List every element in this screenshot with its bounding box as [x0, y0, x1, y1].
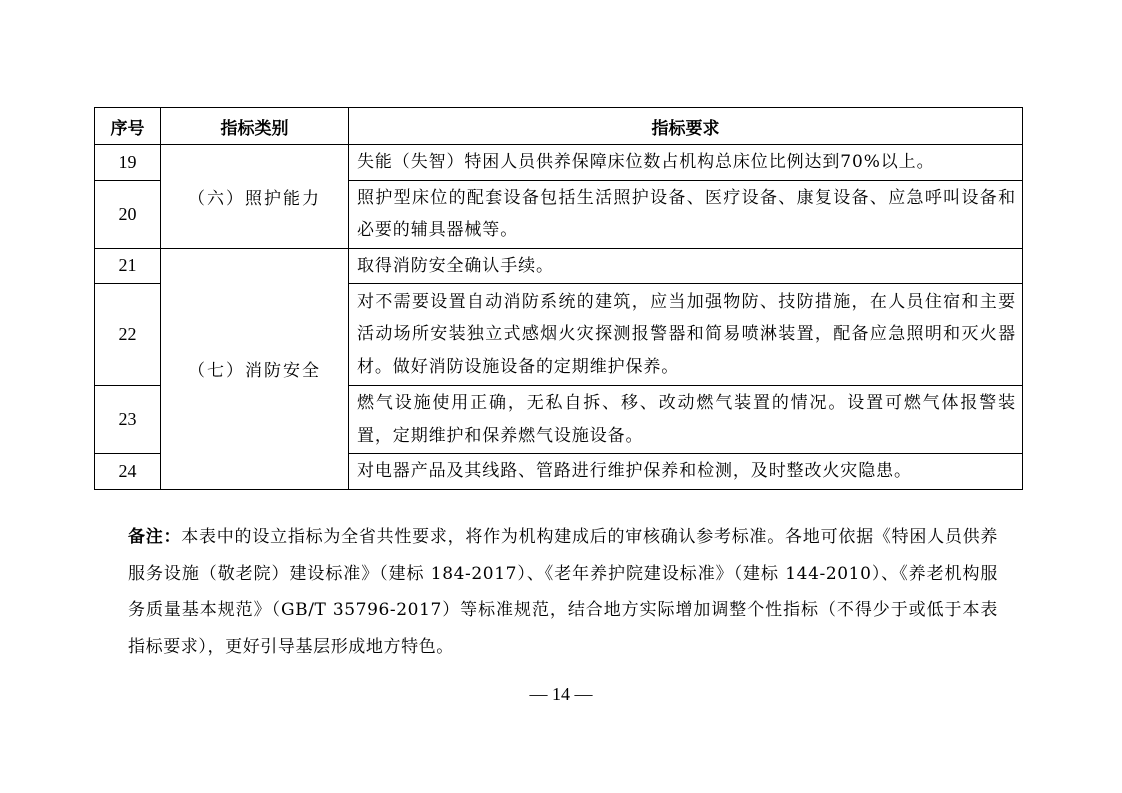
row-number: 24 — [95, 454, 161, 490]
remarks-note — [128, 519, 998, 665]
category-care: （六）照护能力 — [161, 145, 349, 249]
indicator-table — [94, 107, 1023, 490]
row-requirement: 取得消防安全确认手续。 — [349, 248, 1023, 284]
table-row — [95, 145, 1023, 181]
row-number: 19 — [95, 145, 161, 181]
table-header-row — [95, 108, 1023, 145]
note-label: 备注： — [128, 527, 182, 547]
category-fire-safety: （七）消防安全 — [161, 248, 349, 489]
row-requirement: 失能（失智）特困人员供养保障床位数占机构总床位比例达到70%以上。 — [349, 145, 1023, 181]
row-number: 22 — [95, 284, 161, 386]
row-number: 23 — [95, 386, 161, 454]
note-text: 本表中的设立指标为全省共性要求，将作为机构建成后的审核确认参考标准。各地可依据《特困人员供养服务设施（敬老院）建设标准》（建标 184-2017）、《老年养护院建设标准》（建标 144-2010）、《养老机构服务质量基本规范》（GB/T 35796-2017）等标准规范，结合地方实际增加调整个性指标（不得少于或低于本表指标要求），更好引导基层形成地方特色。 — [128, 527, 998, 657]
header-requirement: 指标要求 — [349, 108, 1023, 145]
header-serial: 序号 — [95, 108, 161, 145]
header-category: 指标类别 — [161, 108, 349, 145]
row-requirement: 燃气设施使用正确，无私自拆、移、改动燃气装置的情况。设置可燃气体报警装置，定期维护和保养燃气设施设备。 — [349, 386, 1023, 454]
row-requirement: 照护型床位的配套设备包括生活照护设备、医疗设备、康复设备、应急呼叫设备和必要的辅具器械等。 — [349, 180, 1023, 248]
row-requirement: 对电器产品及其线路、管路进行维护保养和检测，及时整改火灾隐患。 — [349, 454, 1023, 490]
row-number: 20 — [95, 180, 161, 248]
page-number: — 14 — — [529, 684, 593, 704]
table-row — [95, 248, 1023, 284]
row-number: 21 — [95, 248, 161, 284]
row-requirement: 对不需要设置自动消防系统的建筑，应当加强物防、技防措施，在人员住宿和主要活动场所安装独立式感烟火灾探测报警器和简易喷淋装置，配备应急照明和灭火器材。做好消防设施设备的定期维护保养。 — [349, 284, 1023, 386]
